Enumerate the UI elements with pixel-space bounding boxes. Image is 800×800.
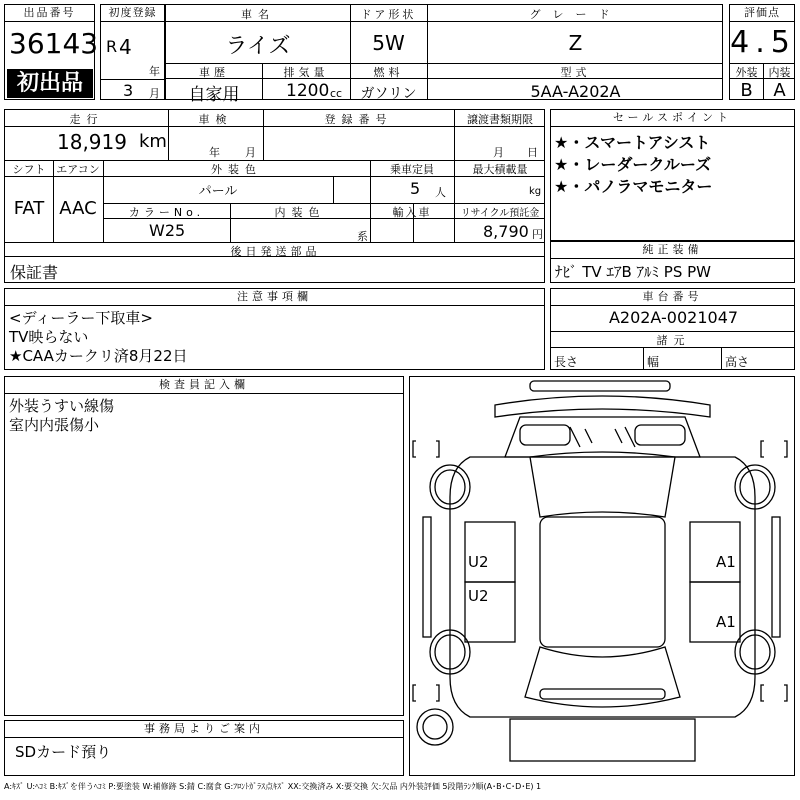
exterior-color: パール [198,184,238,199]
model-header: 型式 [560,66,591,79]
damage-front-left: U2 [468,553,489,571]
color-no-header: カラーNo. [128,206,205,219]
office-note: SDカード預り [15,743,112,761]
inspection-month-unit: 月 [245,146,256,159]
aircon-header: エアコン [56,163,100,176]
capacity-unit: 人 [435,186,446,199]
interior-grade: A [773,80,786,101]
length-label: 長さ [554,355,579,369]
inspector-line-1: 外装うすい線傷 [9,397,115,415]
registration-month: 3 [123,81,134,100]
grade: Z [568,31,583,55]
registration-box [100,4,165,100]
interior-grade-header: 内装 [768,66,791,79]
equipment: ﾅﾋﾞ TV ｴｱB ｱﾙﾐ PS PW [555,263,711,281]
recycle-unit: 円 [532,228,543,241]
mileage: 18,919 [57,130,127,154]
color-no: W25 [149,221,186,240]
history-header: 車歴 [199,66,229,79]
transfer-month-unit: 月 [493,146,504,159]
mileage-header: 走行 [69,113,104,126]
lot-number-header: 出品番号 [5,5,94,22]
registration-year: 4 [119,35,132,59]
car-name: ライズ [225,34,291,59]
first-listing-badge: 初出品 [7,69,93,98]
inspection-header: 車検 [198,113,233,126]
car-diagram-box [409,376,795,776]
max-load-unit: kg [529,186,542,197]
max-load-header: 最大積載量 [472,163,528,176]
note-line-2: TV映らない [9,328,89,346]
shift-header: シフト [12,163,46,176]
equipment-box [550,241,795,283]
transfer-deadline-header: 譲渡書類期限 [467,113,533,126]
aircon: AAC [59,198,97,219]
office-header: 事務局よりご案内 [5,721,403,738]
note-line-1: <ディーラー下取車> [9,309,153,327]
fuel: ガソリン [360,86,417,102]
interior-color-unit: 系 [357,230,368,243]
inspector-box [4,376,404,716]
grade-header: グレード [529,8,622,21]
fuel-header: 燃料 [373,66,404,79]
chassis-box [550,288,795,370]
exterior-color-header: 外装色 [211,163,262,176]
width-label: 幅 [647,355,660,369]
history: 自家用 [188,85,240,105]
details-box [4,109,545,257]
chassis-number: A202A-0021047 [608,308,739,327]
damage-rear-left: U2 [468,587,489,605]
later-parts: 保証書 [10,263,59,282]
registration-year-unit: 年 [149,65,160,78]
lot-number-box [4,4,99,100]
dimensions-header: 諸元 [656,334,691,347]
car-name-header: 車名 [241,8,275,21]
model: 5AA-A202A [530,82,621,101]
office-box [4,720,404,776]
note-line-3: ★CAAカークリ済8月22日 [9,347,188,365]
damage-rear-right: A1 [716,613,736,631]
notes-header: 注意事項欄 [5,289,544,306]
notes-box [4,288,545,370]
displacement-header: 排気量 [283,66,329,79]
sales-point-3: ★・パノラマモニター [554,177,713,196]
car-diagram [410,377,794,775]
sales-points-header: セールスポイント [551,110,794,127]
displacement-unit: cc [330,87,343,100]
registration-era: R [106,37,118,56]
recycle-header: リサイクル預託金 [460,208,540,219]
lot-number: 36143 [9,27,99,60]
inspector-header: 検査員記入欄 [5,377,403,394]
import-car-header: 輸入車 [392,206,432,219]
inspector-line-2: 室内内張傷小 [9,416,100,434]
inspection-year-unit: 年 [209,146,220,159]
door-type: 5W [372,31,405,55]
displacement: 1200 [286,81,330,101]
score-header: 評価点 [730,5,794,22]
exterior-grade-header: 外装 [735,66,758,79]
damage-front-right: A1 [716,553,736,571]
later-parts-box [4,256,545,283]
chassis-header: 車台番号 [551,289,794,306]
sales-points-box [550,109,795,241]
score-box [729,4,795,100]
door-type-header: ドア形状 [360,8,417,21]
registration-header: 初度登録 [101,5,164,22]
capacity: 5 [410,179,421,198]
sales-point-1: ★・スマートアシスト [554,133,711,152]
mileage-unit: km [139,131,167,152]
car-info-box [165,4,723,105]
shift: FAT [13,198,45,219]
reg-number-header: 登録番号 [324,113,393,126]
legend-text: A:ｷｽﾞ U:ﾍｺﾐ B:ｷｽﾞを伴うﾍｺﾐ P:要塗装 W:補修跡 S:錆 C:腐食 G:ﾌﾛﾝﾄｶﾞﾗｽ点ｷｽﾞ XX:交換済み X:要交換 欠:欠品 内外装評価 5段階ﾗﾝｸ順(A･B･C･D･E) 1 [4,782,542,791]
equipment-header: 純正装備 [551,242,794,259]
recycle: 8,790 [483,222,529,241]
capacity-header: 乗車定員 [390,163,434,176]
transfer-day-unit: 日 [527,146,538,159]
height-label: 高さ [725,355,750,369]
sales-point-2: ★・レーダークルーズ [554,155,712,174]
later-parts-header: 後日発送部品 [230,245,321,258]
registration-month-unit: 月 [149,87,160,100]
exterior-grade: B [740,80,753,101]
interior-color-header: 内装色 [274,206,326,219]
score: 4.5 [730,25,796,60]
